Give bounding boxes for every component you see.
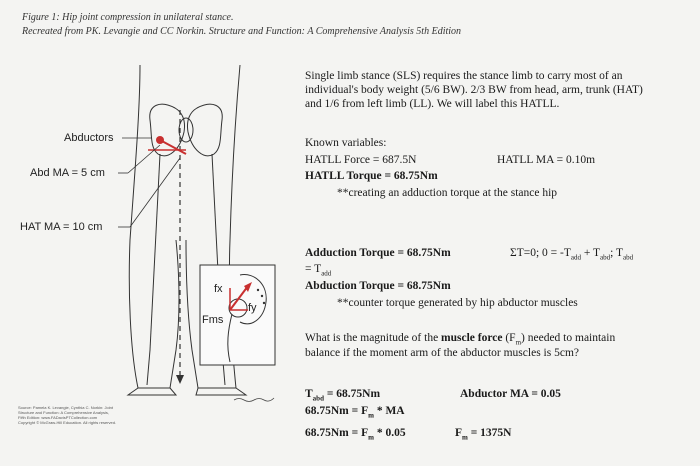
known-torque: HATLL Torque = 68.75Nm — [305, 170, 438, 182]
intro-line1: Single limb stance (SLS) requires the stance limb to carry most of an — [305, 70, 623, 82]
abduction-note: **counter torque generated by hip abductor muscles — [337, 297, 578, 309]
solution-step3: $68.75Nm = F_m * 0.05$ — [305, 427, 406, 442]
gravity-arrow-head — [176, 375, 184, 384]
known-note: **creating an adduction torque at the stance hip — [337, 187, 558, 199]
hip-diagram — [0, 50, 300, 420]
abd-ma-pointer — [128, 145, 160, 173]
foot-right — [196, 388, 246, 395]
fy-label: fy — [248, 302, 257, 314]
known-force: HATLL Force = 687.5N — [305, 154, 417, 166]
leg-outline-left — [129, 65, 179, 388]
femur-left — [150, 154, 160, 350]
equilibrium-equation: ΣT=0; $0 = -T_{add} + T_{abd}$; $T_{abd}$ — [510, 247, 634, 262]
abduction-torque: Abduction Torque = 68.75Nm — [305, 280, 451, 292]
hip-figure — [0, 50, 300, 420]
solution-step2: $68.75Nm = F_m$ * MA — [305, 405, 405, 420]
signature-scribble — [234, 398, 274, 402]
adduction-torque: Adduction Torque = 68.75Nm — [305, 247, 451, 259]
foot-left — [128, 388, 176, 395]
intro-line2: individual's body weight (5/6 BW). 2/3 BW from head, arm, trunk (HAT) — [305, 84, 643, 96]
figure-caption-line2: Recreated from PK. Levangie and CC Norkin. Structure and Function: A Comprehensive Analysis 5th Edition — [22, 26, 462, 37]
abductor-ma: Abductor MA = 0.05 — [460, 388, 561, 400]
fx-label: fx — [214, 283, 223, 295]
question-line1: What is the magnitude of the muscle force $(F_m)$ needed to maintain — [305, 332, 616, 347]
question-line2: balance if the moment arm of the abductor muscles is 5cm? — [305, 347, 579, 359]
intro-line3: and 1/6 from left limb (LL). We will label this HATLL. — [305, 98, 560, 110]
sacrum — [179, 118, 193, 142]
source-credit: Source: Pamela K. Levangie, Cynthia C. Norkin: Joint Structure and Function: A Comprehensive Analysis, Fifth Edition: www.FADavisPTCollection.com Copyright © McGraw-Hill Education. All rights reserved. — [18, 405, 117, 425]
figure-caption-line1: Figure 1: Hip joint compression in unilateral stance. — [22, 12, 234, 23]
abductors-label: Abductors — [64, 132, 114, 144]
fms-label: Fms — [202, 314, 224, 326]
abd-ma-label: Abd MA = 5 cm — [30, 167, 105, 179]
known-heading: Known variables: — [305, 137, 387, 149]
hat-ma-pointer — [130, 158, 180, 227]
t-add-line: = $T_{add}$ — [305, 263, 332, 278]
hat-ma-label: HAT MA = 10 cm — [20, 221, 103, 233]
t-abd-line: $T_{abd} = 68.75Nm$ — [305, 388, 381, 403]
fm-result: $F_m = 1375N$ — [455, 427, 512, 442]
known-ma: HATLL MA = 0.10m — [497, 154, 596, 166]
